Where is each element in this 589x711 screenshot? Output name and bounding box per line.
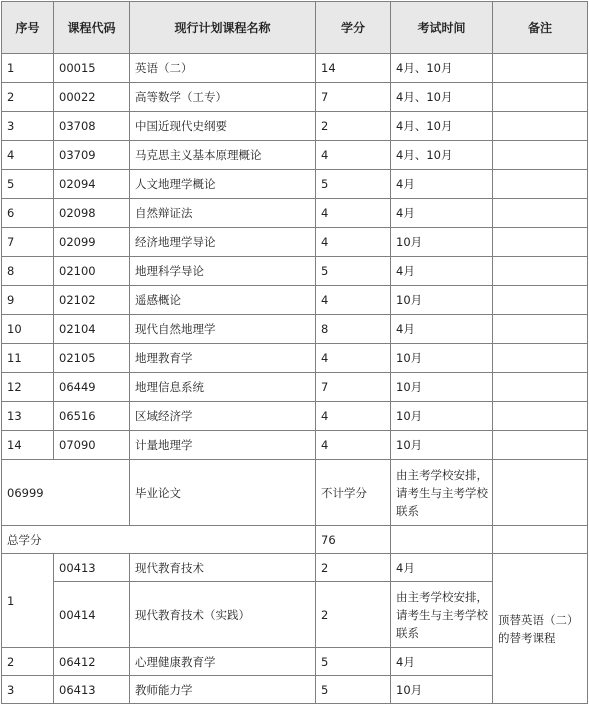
total-credit: 76 (316, 526, 391, 554)
cell-remark (493, 199, 588, 228)
table-row (2, 54, 588, 83)
cell-seq: 11 (2, 344, 54, 373)
table-row (2, 83, 588, 112)
cell-exam-time: 4月 (391, 315, 493, 344)
table-row (2, 257, 588, 286)
cell-name: 计量地理学 (130, 431, 316, 460)
header-credit: 学分 (316, 2, 391, 54)
cell-exam-time: 4月、10月 (391, 112, 493, 141)
cell-remark (493, 170, 588, 199)
cell-seq: 10 (2, 315, 54, 344)
table-row (2, 199, 588, 228)
total-label: 总学分 (2, 526, 316, 554)
cell-exam-time: 10月 (391, 373, 493, 402)
cell-code: 06516 (54, 402, 130, 431)
cell-code: 02098 (54, 199, 130, 228)
header-row (2, 2, 588, 54)
table-row (2, 402, 588, 431)
cell-seq: 14 (2, 431, 54, 460)
cell-seq: 8 (2, 257, 54, 286)
header-remark: 备注 (493, 2, 588, 54)
substitute-credit: 5 (316, 676, 391, 704)
substitute-name: 心理健康教育学 (130, 648, 316, 676)
thesis-row (2, 460, 588, 526)
substitute-code: 00414 (54, 582, 130, 648)
cell-exam-time: 10月 (391, 402, 493, 431)
table-row (2, 431, 588, 460)
substitute-name: 现代教育技术（实践） (130, 582, 316, 648)
cell-name: 高等数学（工专） (130, 83, 316, 112)
substitute-credit: 2 (316, 554, 391, 582)
cell-name: 地理教育学 (130, 344, 316, 373)
cell-name: 英语（二） (130, 54, 316, 83)
cell-credit: 4 (316, 402, 391, 431)
cell-credit: 4 (316, 199, 391, 228)
cell-seq: 2 (2, 83, 54, 112)
table-row (2, 228, 588, 257)
course-plan-table (1, 1, 588, 704)
cell-seq: 3 (2, 112, 54, 141)
cell-exam-time: 10月 (391, 286, 493, 315)
thesis-exam-time: 由主考学校安排，请考生与主考学校联系 (391, 460, 493, 526)
cell-remark (493, 344, 588, 373)
cell-credit: 4 (316, 286, 391, 315)
thesis-code: 06999 (2, 460, 130, 526)
cell-name: 自然辩证法 (130, 199, 316, 228)
cell-seq: 6 (2, 199, 54, 228)
table-row (2, 170, 588, 199)
cell-code: 02094 (54, 170, 130, 199)
cell-seq: 7 (2, 228, 54, 257)
cell-name: 现代自然地理学 (130, 315, 316, 344)
cell-remark (493, 286, 588, 315)
cell-name: 经济地理学导论 (130, 228, 316, 257)
table-row (2, 141, 588, 170)
substitute-exam-time: 4月 (391, 648, 493, 676)
thesis-remark (493, 460, 588, 526)
cell-code: 00015 (54, 54, 130, 83)
cell-seq: 13 (2, 402, 54, 431)
cell-code: 03708 (54, 112, 130, 141)
cell-remark (493, 257, 588, 286)
cell-name: 遥感概论 (130, 286, 316, 315)
cell-credit: 7 (316, 373, 391, 402)
cell-code: 02105 (54, 344, 130, 373)
substitute-seq: 3 (2, 676, 54, 704)
cell-remark (493, 112, 588, 141)
cell-credit: 8 (316, 315, 391, 344)
cell-seq: 9 (2, 286, 54, 315)
table-row (2, 344, 588, 373)
substitute-credit: 5 (316, 648, 391, 676)
substitute-seq: 1 (2, 554, 54, 648)
substitute-seq: 2 (2, 648, 54, 676)
total-exam-time (391, 526, 493, 554)
cell-name: 人文地理学概论 (130, 170, 316, 199)
thesis-credit: 不计学分 (316, 460, 391, 526)
substitute-exam-time: 由主考学校安排，请考生与主考学校联系 (391, 582, 493, 648)
total-row (2, 526, 588, 554)
total-remark (493, 526, 588, 554)
substitute-credit: 2 (316, 582, 391, 648)
cell-seq: 5 (2, 170, 54, 199)
table-row (2, 286, 588, 315)
header-exam-time: 考试时间 (391, 2, 493, 54)
header-name: 现行计划课程名称 (130, 2, 316, 54)
thesis-name: 毕业论文 (130, 460, 316, 526)
cell-credit: 2 (316, 112, 391, 141)
cell-credit: 5 (316, 257, 391, 286)
header-seq: 序号 (2, 2, 54, 54)
cell-exam-time: 4月 (391, 199, 493, 228)
cell-seq: 1 (2, 54, 54, 83)
cell-code: 02102 (54, 286, 130, 315)
cell-code: 00022 (54, 83, 130, 112)
header-code: 课程代码 (54, 2, 130, 54)
substitute-row (2, 554, 588, 582)
cell-remark (493, 54, 588, 83)
cell-credit: 4 (316, 344, 391, 373)
cell-credit: 4 (316, 431, 391, 460)
cell-code: 02104 (54, 315, 130, 344)
cell-credit: 4 (316, 141, 391, 170)
cell-credit: 7 (316, 83, 391, 112)
cell-exam-time: 4月 (391, 170, 493, 199)
cell-remark (493, 431, 588, 460)
cell-remark (493, 402, 588, 431)
substitute-code: 06413 (54, 676, 130, 704)
cell-code: 07090 (54, 431, 130, 460)
cell-exam-time: 4月、10月 (391, 141, 493, 170)
cell-seq: 12 (2, 373, 54, 402)
cell-credit: 14 (316, 54, 391, 83)
cell-credit: 5 (316, 170, 391, 199)
substitute-name: 现代教育技术 (130, 554, 316, 582)
substitute-remark: 顶替英语（二）的替考课程 (493, 554, 588, 704)
cell-exam-time: 4月、10月 (391, 83, 493, 112)
cell-credit: 4 (316, 228, 391, 257)
cell-name: 区域经济学 (130, 402, 316, 431)
cell-exam-time: 10月 (391, 228, 493, 257)
cell-name: 马克思主义基本原理概论 (130, 141, 316, 170)
cell-code: 06449 (54, 373, 130, 402)
cell-name: 地理科学导论 (130, 257, 316, 286)
table-row (2, 315, 588, 344)
cell-code: 02099 (54, 228, 130, 257)
cell-exam-time: 4月、10月 (391, 54, 493, 83)
table-row (2, 112, 588, 141)
cell-exam-time: 10月 (391, 431, 493, 460)
cell-remark (493, 315, 588, 344)
cell-remark (493, 83, 588, 112)
cell-exam-time: 10月 (391, 344, 493, 373)
cell-name: 地理信息系统 (130, 373, 316, 402)
cell-remark (493, 141, 588, 170)
substitute-name: 教师能力学 (130, 676, 316, 704)
cell-remark (493, 373, 588, 402)
substitute-code: 06412 (54, 648, 130, 676)
cell-code: 03709 (54, 141, 130, 170)
substitute-exam-time: 10月 (391, 676, 493, 704)
cell-exam-time: 4月 (391, 257, 493, 286)
substitute-code: 00413 (54, 554, 130, 582)
cell-code: 02100 (54, 257, 130, 286)
cell-remark (493, 228, 588, 257)
cell-seq: 4 (2, 141, 54, 170)
substitute-exam-time: 4月 (391, 554, 493, 582)
table-row (2, 373, 588, 402)
cell-name: 中国近现代史纲要 (130, 112, 316, 141)
